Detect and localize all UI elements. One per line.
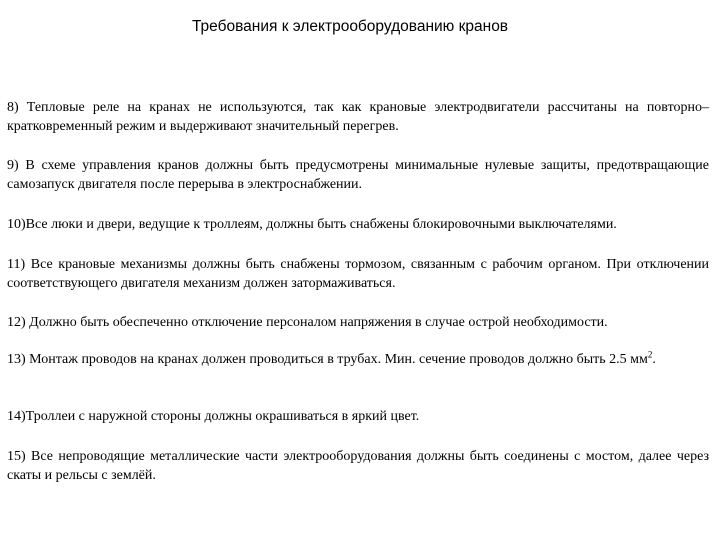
item-text: В схеме управления кранов должны быть предусмотрены минимальные нулевые защиты, предотвращающие самозапуск двигателя после перерыва в электроснабжении. [7, 158, 709, 192]
item-text: Монтаж проводов на кранах должен проводиться в трубах. Мин. сечение проводов должно быть 2.5 мм [29, 352, 648, 367]
item-number: 8) [7, 100, 19, 115]
requirement-item-10 [7, 215, 709, 234]
item-number: 9) [7, 158, 19, 173]
requirement-item-14 [7, 407, 709, 426]
item-number: 11) [7, 257, 26, 272]
slide-title: Требования к электрооборудованию кранов [191, 18, 509, 35]
requirement-item-11 [7, 255, 709, 293]
item-number: 13) [7, 352, 26, 367]
requirement-item-13 [7, 350, 709, 369]
item-text: Тепловые реле на кранах не используются, так как крановые электродвигатели рассчитаны на повторно–кратковременный режим и выдерживают значительный перегрев. [7, 100, 709, 134]
item-superscript: 2 [647, 349, 653, 360]
item-number: 14) [7, 409, 26, 424]
requirement-item-12 [7, 313, 709, 332]
item-text: Все люки и двери, ведущие к троллеям, должны быть снабжены блокировочными выключателями. [25, 217, 617, 232]
item-text: Все непроводящие металлические части электрооборудования должны быть соединены с мостом, далее через скаты и рельсы с землёй. [7, 449, 709, 483]
item-text: Должно быть обеспеченно отключение персоналом напряжения в случае острой необходимости. [29, 315, 608, 330]
item-text-after: . [652, 352, 656, 367]
requirement-item-15 [7, 447, 709, 485]
item-text: Троллеи с наружной стороны должны окрашиваться в яркий цвет. [25, 409, 420, 424]
requirement-item-8 [7, 98, 709, 136]
requirement-item-9 [7, 156, 709, 194]
item-number: 10) [7, 217, 26, 232]
item-number: 12) [7, 315, 26, 330]
item-number: 15) [7, 449, 26, 464]
item-text: Все крановые механизмы должны быть снабжены тормозом, связанным с рабочим органом. При отключении соответствующего двигателя механизм должен затормаживаться. [7, 257, 710, 291]
